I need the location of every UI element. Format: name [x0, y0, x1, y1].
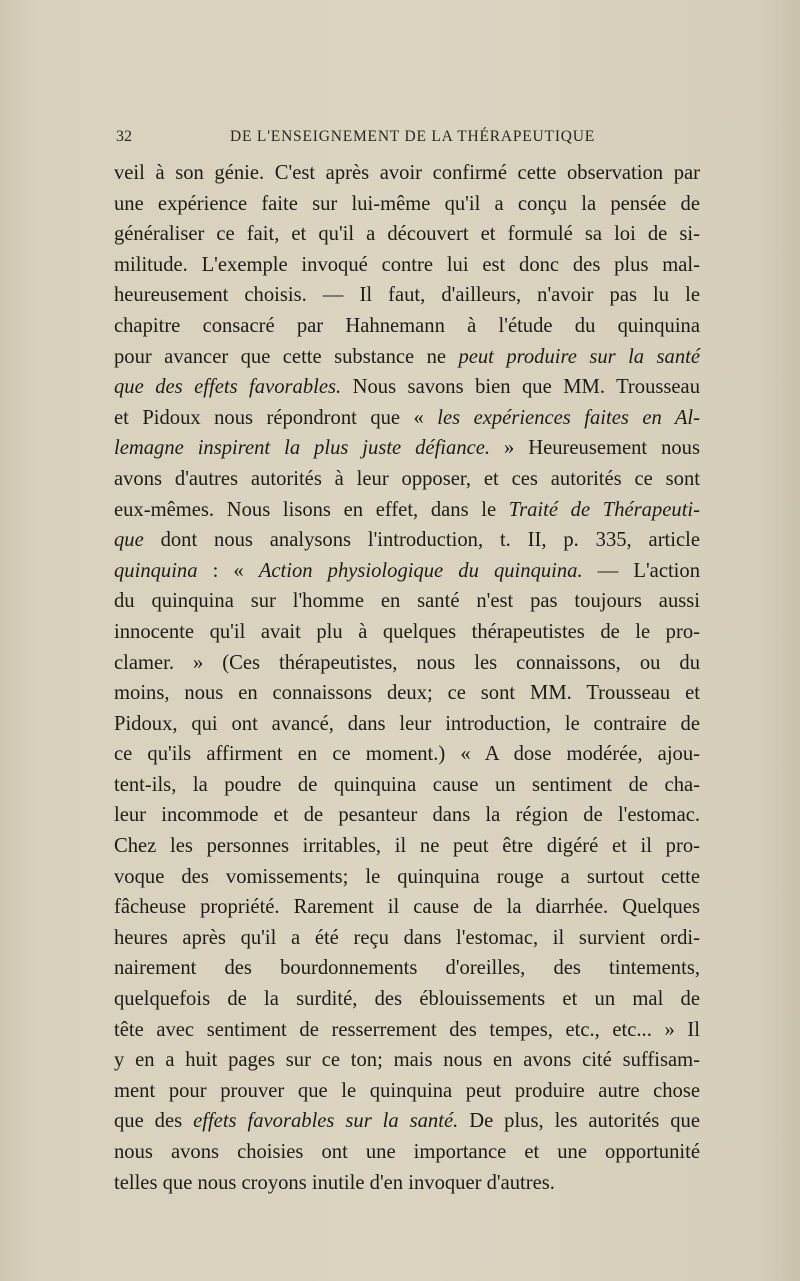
text-segment: nous avons choisies ont une importance et une opportunité: [114, 1141, 700, 1163]
text-line: [114, 1106, 700, 1137]
text-line: [114, 403, 700, 434]
text-segment: fâcheuse propriété. Rarement il cause de la diarrhée. Quelques: [114, 896, 700, 919]
text-line: [114, 311, 700, 342]
text-segment: veil à son génie. C'est après avoir confirmé cette observation par: [114, 162, 700, 184]
text-line: [114, 862, 700, 893]
text-segment: tête avec sentiment de resserrement des tempes, etc., etc... » Il: [114, 1018, 700, 1041]
text-line: [114, 1045, 700, 1076]
italic-segment: Action physiologique du quinquina.: [258, 559, 583, 582]
text-line: [114, 923, 700, 954]
text-segment: Pidoux, qui ont avancé, dans leur introduction, le contraire de: [114, 712, 700, 735]
text-line: [114, 342, 700, 373]
text-line: [114, 372, 700, 403]
text-line: [114, 1137, 700, 1168]
text-segment: — L'action: [582, 559, 700, 582]
text-segment: ment pour prouver que le quinquina peut produire autre chose: [114, 1079, 700, 1102]
running-title: DE L'ENSEIGNEMENT DE LA THÉRAPEUTIQUE: [230, 128, 596, 145]
text-segment: heureusement choisis. — Il faut, d'ailleurs, n'avoir pas lu le: [114, 284, 700, 307]
text-segment: clamer. » (Ces thérapeutistes, nous les connaissons, ou du: [114, 651, 700, 674]
text-segment: : «: [197, 559, 259, 582]
text-segment: pour avancer que cette substance ne: [114, 345, 459, 368]
text-segment: avons d'autres autorités à leur opposer, et ces autorités ce sont: [114, 467, 700, 490]
text-line: [114, 433, 700, 464]
text-line: [114, 219, 700, 250]
italic-segment: que des effets favorables.: [114, 376, 342, 399]
text-segment: du quinquina sur l'homme en santé n'est pas toujours aussi: [114, 590, 700, 613]
italic-segment: que: [114, 529, 144, 552]
text-segment: et Pidoux nous répondront que «: [114, 406, 438, 429]
text-segment: que des: [114, 1110, 194, 1133]
text-segment: innocente qu'il avait plu à quelques thérapeutistes de le pro-: [114, 620, 700, 643]
text-segment: eux-mêmes. Nous lisons en effet, dans le: [114, 498, 509, 521]
text-segment: » Heureusement nous: [490, 437, 700, 460]
running-header: [116, 128, 716, 154]
text-segment: voque des vomissements; le quinquina rouge a surtout cette: [114, 865, 700, 888]
text-line: [114, 495, 700, 526]
italic-segment: quinquina: [114, 559, 198, 582]
text-segment: dont nous analysons l'introduction, t. II, p. 335, article: [143, 529, 700, 552]
italic-segment: Traité de Thérapeuti-: [508, 498, 701, 521]
text-line: [114, 556, 700, 587]
text-line: [114, 831, 700, 862]
text-line: [114, 739, 700, 770]
text-line: [114, 1015, 700, 1046]
text-line: [114, 617, 700, 648]
page-number: 32: [116, 128, 132, 145]
text-segment: ce qu'ils affirment en ce moment.) « A dose modérée, ajou-: [114, 743, 700, 766]
text-segment: quelquefois de la surdité, des éblouissements et un mal de: [114, 988, 700, 1011]
text-line: [114, 678, 700, 709]
text-line: [114, 770, 700, 801]
text-line: [114, 1168, 700, 1199]
text-segment: y en a huit pages sur ce ton; mais nous en avons cité suffisam-: [114, 1049, 700, 1072]
text-line: [114, 709, 700, 740]
text-segment: heures après qu'il a été reçu dans l'estomac, il survient ordi-: [114, 926, 700, 949]
text-segment: Chez les personnes irritables, il ne peut être digéré et il pro-: [114, 835, 700, 858]
text-line: [114, 586, 700, 617]
text-line: [114, 984, 700, 1015]
italic-segment: peut produire sur la santé: [458, 345, 700, 368]
italic-segment: effets favorables sur la santé.: [193, 1110, 459, 1133]
text-line: [114, 464, 700, 495]
text-segment: telles que nous croyons inutile d'en invoquer d'autres.: [114, 1171, 555, 1194]
text-segment: une expérience faite sur lui-même qu'il a conçu la pensée de: [114, 192, 700, 215]
italic-segment: les expériences faites en Al-: [437, 406, 700, 429]
text-line: [114, 158, 700, 189]
text-line: [114, 953, 700, 984]
body-text: [114, 158, 700, 1198]
text-line: [114, 800, 700, 831]
text-line: [114, 189, 700, 220]
text-line: [114, 280, 700, 311]
italic-segment: lemagne inspirent la plus juste défiance.: [114, 437, 491, 460]
text-segment: leur incommode et de pesanteur dans la région de l'estomac.: [114, 804, 700, 827]
text-segment: tent-ils, la poudre de quinquina cause un sentiment de cha-: [114, 773, 700, 796]
text-segment: généraliser ce fait, et qu'il a découvert et formulé sa loi de si-: [114, 223, 700, 246]
text-line: [114, 648, 700, 679]
text-line: [114, 892, 700, 923]
text-line: [114, 1076, 700, 1107]
text-line: [114, 250, 700, 281]
text-segment: De plus, les autorités que: [458, 1110, 700, 1133]
text-line: [114, 525, 700, 556]
text-segment: Nous savons bien que MM. Trousseau: [341, 376, 700, 399]
text-segment: militude. L'exemple invoqué contre lui est donc des plus mal-: [114, 253, 700, 276]
text-segment: moins, nous en connaissons deux; ce sont MM. Trousseau et: [114, 682, 700, 705]
text-segment: nairement des bourdonnements d'oreilles, des tintements,: [114, 957, 700, 980]
text-segment: chapitre consacré par Hahnemann à l'étude du quinquina: [114, 314, 700, 337]
